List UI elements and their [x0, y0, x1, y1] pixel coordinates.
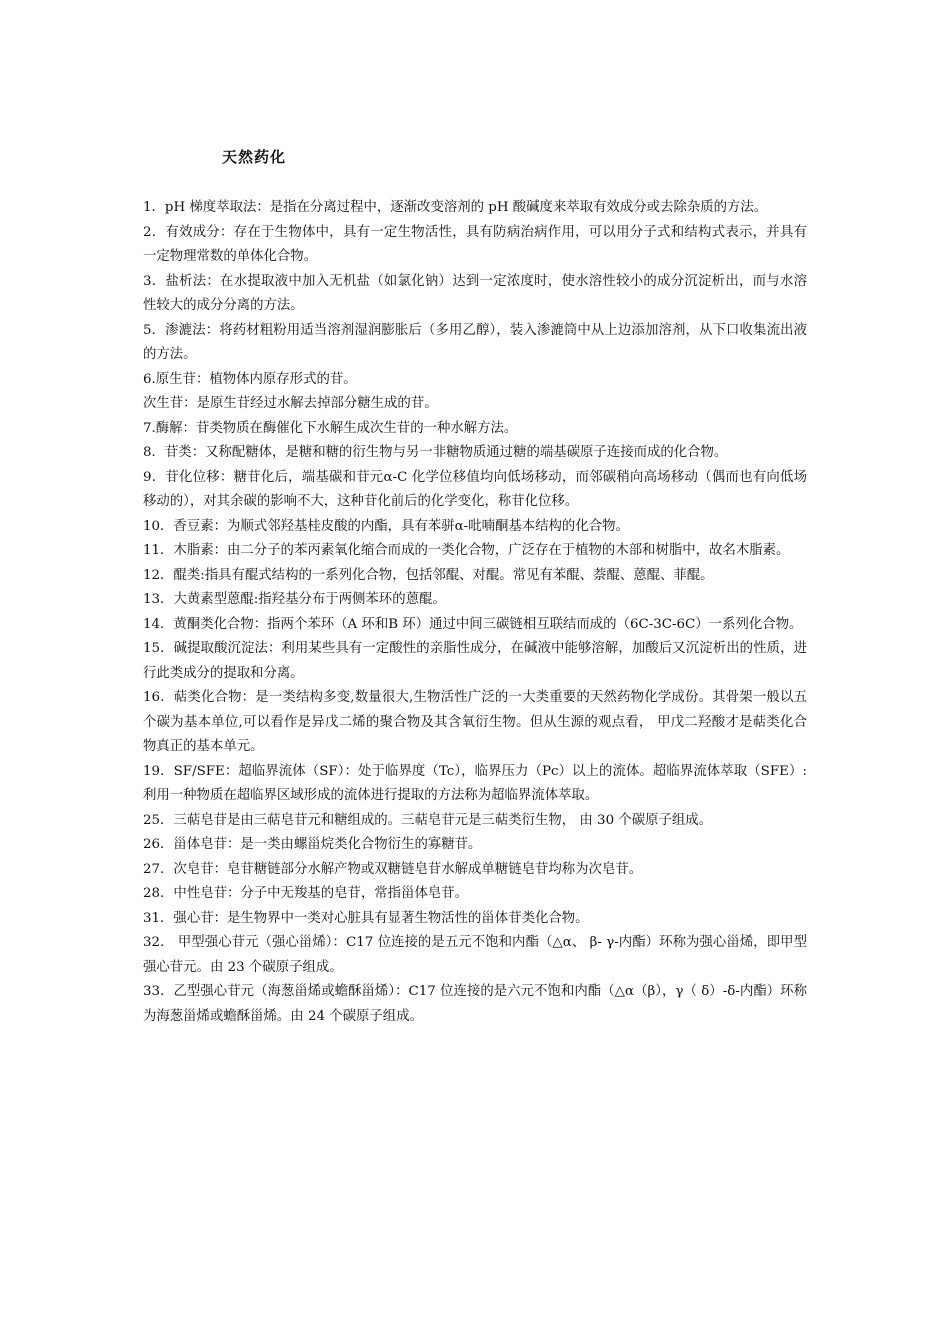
definition-entry: 11．木脂素：由二分子的苯丙素氧化缩合而成的一类化合物，广泛存在于植物的木部和树脂中，故名木脂素。	[143, 543, 790, 558]
definition-entry: 15．碱提取酸沉淀法：利用某些具有一定酸性的亲脂性成分，在碱液中能够溶解，加酸后又沉淀析出的性质，进行此类成分的提取和分离。	[143, 641, 807, 681]
definition-entry: 12．醌类:指具有醌式结构的一系列化合物，包括邻醌、对醌。常见有苯醌、萘醌、蒽醌、菲醌。	[143, 567, 714, 583]
definition-entry: 31．强心苷：是生物界中一类对心脏具有显著生物活性的甾体苷类化合物。	[143, 910, 589, 926]
definition-entry: 2．有效成分：存在于生物体中，具有一定生物活性，具有防病治病作用，可以用分子式和结构式表示，并具有一定物理常数的单体化合物。	[143, 224, 807, 264]
definition-list	[143, 196, 807, 1029]
definition-entry: 25．三萜皂苷是由三萜皂苷元和糖组成的。三萜皂苷元是三萜类衍生物， 由 30 个碳原子组成。	[143, 812, 713, 828]
definition-entry: 6.原生苷：植物体内原存形式的苷。	[143, 371, 357, 387]
definition-entry: 16．萜类化合物：是一类结构多变,数量很大,生物活性广泛的一大类重要的天然药物化学成份。其骨架一般以五个碳为基本单位,可以看作是异戊二烯的聚合物及其含氧衍生物。但从生源的观点看， 甲戊二羟酸才是萜类化合物真正的基本单元。	[143, 690, 807, 754]
definition-entry: 27．次皂苷：皂苷糖链部分水解产物或双糖链皂苷水解成单糖链皂苷均称为次皂苷。	[143, 861, 643, 877]
definition-entry: 10．香豆素：为顺式邻羟基桂皮酸的内酯，具有苯骈α-吡喃酮基本结构的化合物。	[143, 518, 629, 534]
definition-entry: 5．渗漉法：将药材粗粉用适当溶剂湿润膨胀后（多用乙醇），装入渗漉筒中从上边添加溶剂，从下口收集流出液的方法。	[143, 322, 807, 362]
document-title: 天然药化	[222, 148, 287, 166]
definition-entry: 9．苷化位移：糖苷化后，端基碳和苷元α-C 化学位移值均向低场移动，而邻碳稍向高场移动（偶而也有向低场移动的），对其余碳的影响不大，这种苷化前后的化学变化，称苷化位移。	[143, 469, 807, 509]
definition-entry: 1．pH 梯度萃取法：是指在分离过程中，逐渐改变溶剂的 pH 酸碱度来萃取有效成分或去除杂质的方法。	[143, 200, 768, 215]
definition-entry: 33．乙型强心苷元（海葱甾烯或蟾酥甾烯）：C17 位连接的是六元不饱和内酯（△α（β），γ（ δ）-δ-内酯）环称为海葱甾烯或蟾酥甾烯。由 24 个碳原子组成。	[143, 984, 807, 1024]
definition-entry: 32． 甲型强心苷元（强心甾烯）：C17 位连接的是五元不饱和内酯（△α、 β- γ-内酯）环称为强心甾烯，即甲型强心苷元。由 23 个碳原子组成。	[143, 935, 807, 975]
definition-entry: 13．大黄素型蒽醌:指羟基分布于两侧苯环的蒽醌。	[143, 592, 446, 607]
definition-entry: 14．黄酮类化合物：指两个苯环（A 环和B 环）通过中间三碳链相互联结而成的（6C-3C-6C）一系列化合物。	[143, 616, 803, 632]
definition-entry: 28．中性皂苷：分子中无羧基的皂苷，常指甾体皂苷。	[143, 886, 469, 901]
definition-entry: 次生苷：是原生苷经过水解去掉部分糖生成的苷。	[143, 396, 438, 411]
definition-entry: 26．甾体皂苷：是一类由螺甾烷类化合物衍生的寡糖苷。	[143, 837, 482, 852]
definition-entry: 3．盐析法：在水提取液中加入无机盐（如氯化钠）达到一定浓度时，使水溶性较小的成分沉淀析出，而与水溶性较大的成分分离的方法。	[143, 273, 807, 313]
definition-entry: 7.酶解：苷类物质在酶催化下水解生成次生苷的一种水解方法。	[143, 420, 518, 436]
definition-entry: 8．苷类：又称配糖体，是糖和糖的衍生物与另一非糖物质通过糖的端基碳原子连接而成的化合物。	[143, 445, 728, 460]
definition-entry: 19．SF/SFE：超临界流体（SF）：处于临界度（Tc），临界压力（Pc）以上的流体。超临界流体萃取（SFE）:利用一种物质在超临界区域形成的流体进行提取的方法称为超临界流体萃取。	[143, 763, 807, 803]
